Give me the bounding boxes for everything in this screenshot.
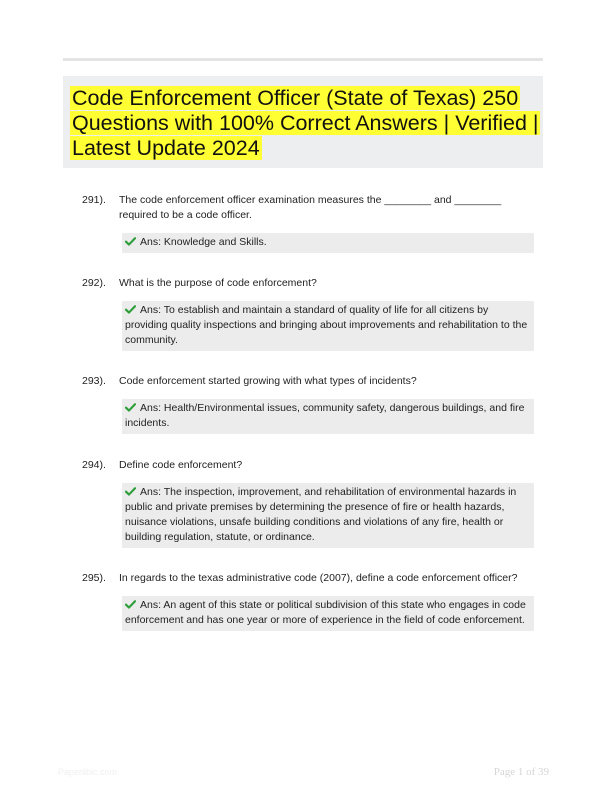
question-text: The code enforcement officer examination measures the ________ and ________ required to be a code officer. xyxy=(119,194,502,221)
page-number: Page 1 of 39 xyxy=(493,766,549,778)
answer-box xyxy=(122,483,534,548)
top-divider xyxy=(63,58,543,61)
answer-text: Ans: Knowledge and Skills. xyxy=(140,236,267,248)
answer-box xyxy=(122,596,534,631)
question-number: 292). xyxy=(82,277,106,289)
question-number: 291). xyxy=(82,194,106,206)
checkmark-icon xyxy=(125,305,136,314)
checkmark-icon xyxy=(125,403,136,412)
answer-box xyxy=(122,301,534,351)
answer-text: Ans: An agent of this state or political subdivision of this state who engages in code enforcement and has one year or more of experience in the field of code enforcement. xyxy=(125,599,526,626)
question-number: 294). xyxy=(82,459,106,471)
question-text: Code enforcement started growing with what types of incidents? xyxy=(119,375,417,387)
answer-text: Ans: Health/Environmental issues, community safety, dangerous buildings, and fire incidents. xyxy=(125,402,525,429)
question-number: 293). xyxy=(82,375,106,387)
footer-site: Paperlibic.com xyxy=(58,767,118,777)
question-text: In regards to the texas administrative code (2007), define a code enforcement officer? xyxy=(119,572,518,584)
question-text: Define code enforcement? xyxy=(119,459,243,471)
question-number: 295). xyxy=(82,572,106,584)
answer-box xyxy=(122,399,534,434)
document-title xyxy=(70,86,540,161)
answer-box xyxy=(122,233,534,253)
checkmark-icon xyxy=(125,600,136,609)
checkmark-icon xyxy=(125,237,136,246)
question-text: What is the purpose of code enforcement? xyxy=(119,277,317,289)
answer-text: Ans: To establish and maintain a standard of quality of life for all citizens by providing quality inspections and bringing about improvements and rehabilitation to the community. xyxy=(125,304,528,346)
answer-text: Ans: The inspection, improvement, and rehabilitation of environmental hazards in public and private premises by determining the presence of fire or health hazards, nuisance violations, unsafe building conditions and violations of any fire, health or building regulation, statute, or ordinance. xyxy=(125,486,517,543)
document-title-text: Code Enforcement Officer (State of Texas) 250 Questions with 100% Correct Answers | Verified | Latest Update 2024 xyxy=(72,86,539,160)
checkmark-icon xyxy=(125,487,136,496)
